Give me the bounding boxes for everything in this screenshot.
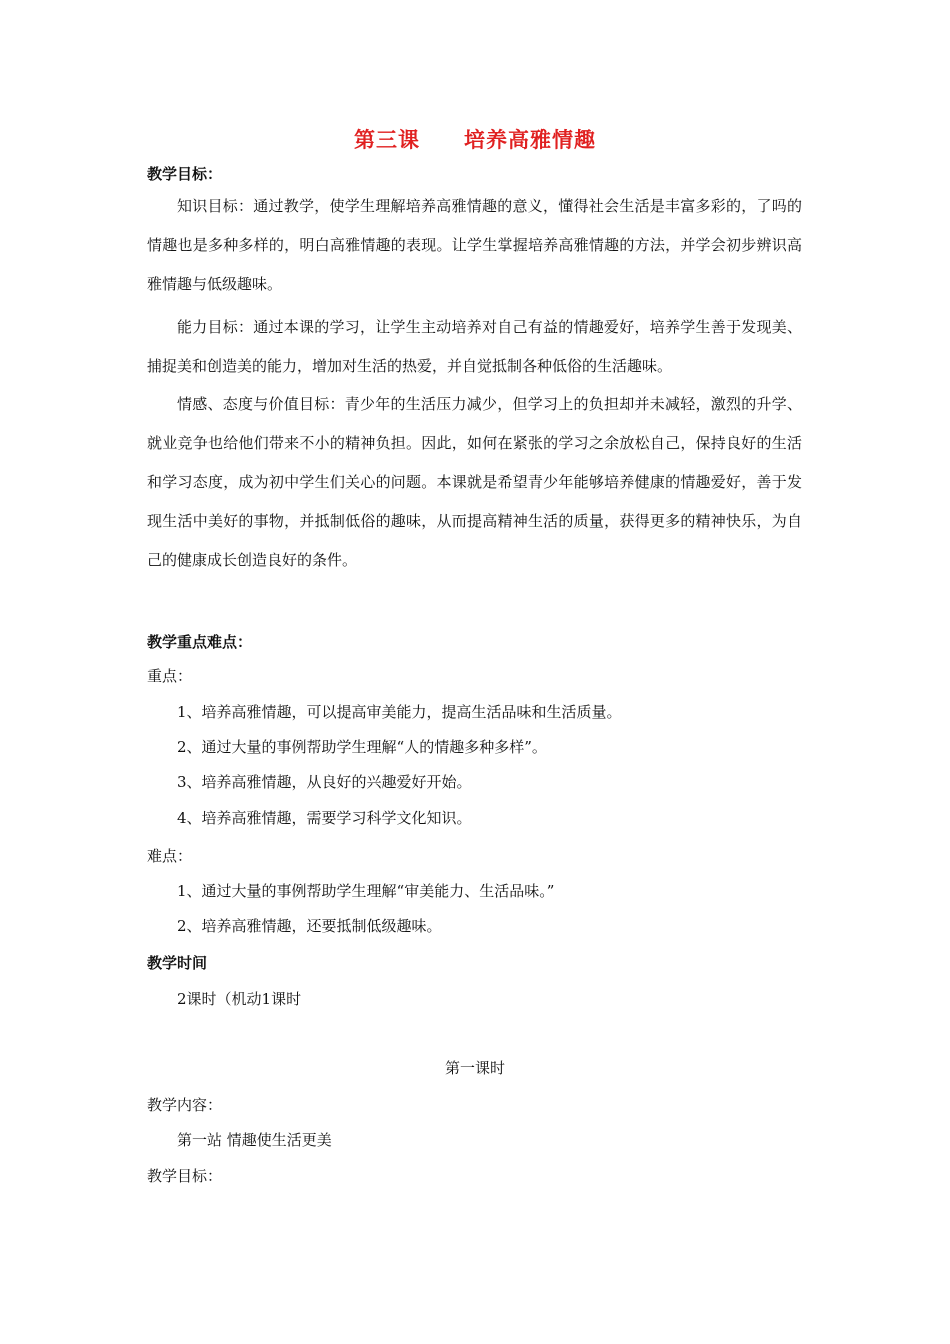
ability-goal-paragraph: 能力目标：通过本课的学习，让学生主动培养对自己有益的情趣爱好，培养学生善于发现美、捕捉美和创造美的能力，增加对生活的热爱，并自觉抵制各种低俗的生活趣味。 [147, 318, 802, 375]
goals-heading: 教学目标： [147, 165, 223, 183]
difficulty-item: 1、通过大量的事例帮助学生理解“审美能力、生活品味。” [177, 882, 555, 900]
keypoints-heading: 教学重点难点： [147, 633, 253, 651]
time-heading: 教学时间 [147, 954, 208, 972]
lesson-one-title: 第一课时 [444, 1059, 505, 1077]
focus-item: 3、培养高雅情趣，从良好的兴趣爱好开始。 [177, 773, 472, 791]
station-title: 第一站 情趣使生活更美 [177, 1131, 332, 1149]
lesson-goals-label: 教学目标： [147, 1167, 223, 1185]
content-label: 教学内容： [147, 1096, 223, 1114]
focus-item: 4、培养高雅情趣，需要学习科学文化知识。 [177, 809, 472, 827]
focus-item: 2、通过大量的事例帮助学生理解“人的情趣多种多样”。 [177, 738, 547, 756]
difficulty-item: 2、培养高雅情趣，还要抵制低级趣味。 [177, 917, 442, 935]
focus-label: 重点： [147, 667, 193, 685]
difficulty-label: 难点： [147, 847, 193, 865]
emotion-goal-paragraph: 情感、态度与价值目标：青少年的生活压力减少，但学习上的负担却并未减轻，激烈的升学、就业竞争也给他们带来不小的精神负担。因此，如何在紧张的学习之余放松自己，保持良好的生活和学习态度，成为初中学生们关心的问题。本课就是希望青少年能够培养健康的情趣爱好，善于发现生活中美好的事物，并抵制低俗的趣味，从而提高精神生活的质量，获得更多的精神快乐，为自己的健康成长创造良好的条件。 [147, 395, 802, 569]
knowledge-goal-paragraph: 知识目标：通过教学，使学生理解培养高雅情趣的意义，懂得社会生活是丰富多彩的，了吗的情趣也是多种多样的，明白高雅情趣的表现。让学生掌握培养高雅情趣的方法，并学会初步辨识高雅情趣与低级趣味。 [147, 197, 802, 293]
lesson-title: 第三课 培养高雅情趣 [354, 128, 596, 152]
time-value: 2课时（机动1课时 [177, 990, 302, 1008]
focus-item: 1、培养高雅情趣，可以提高审美能力，提高生活品味和生活质量。 [177, 703, 622, 721]
